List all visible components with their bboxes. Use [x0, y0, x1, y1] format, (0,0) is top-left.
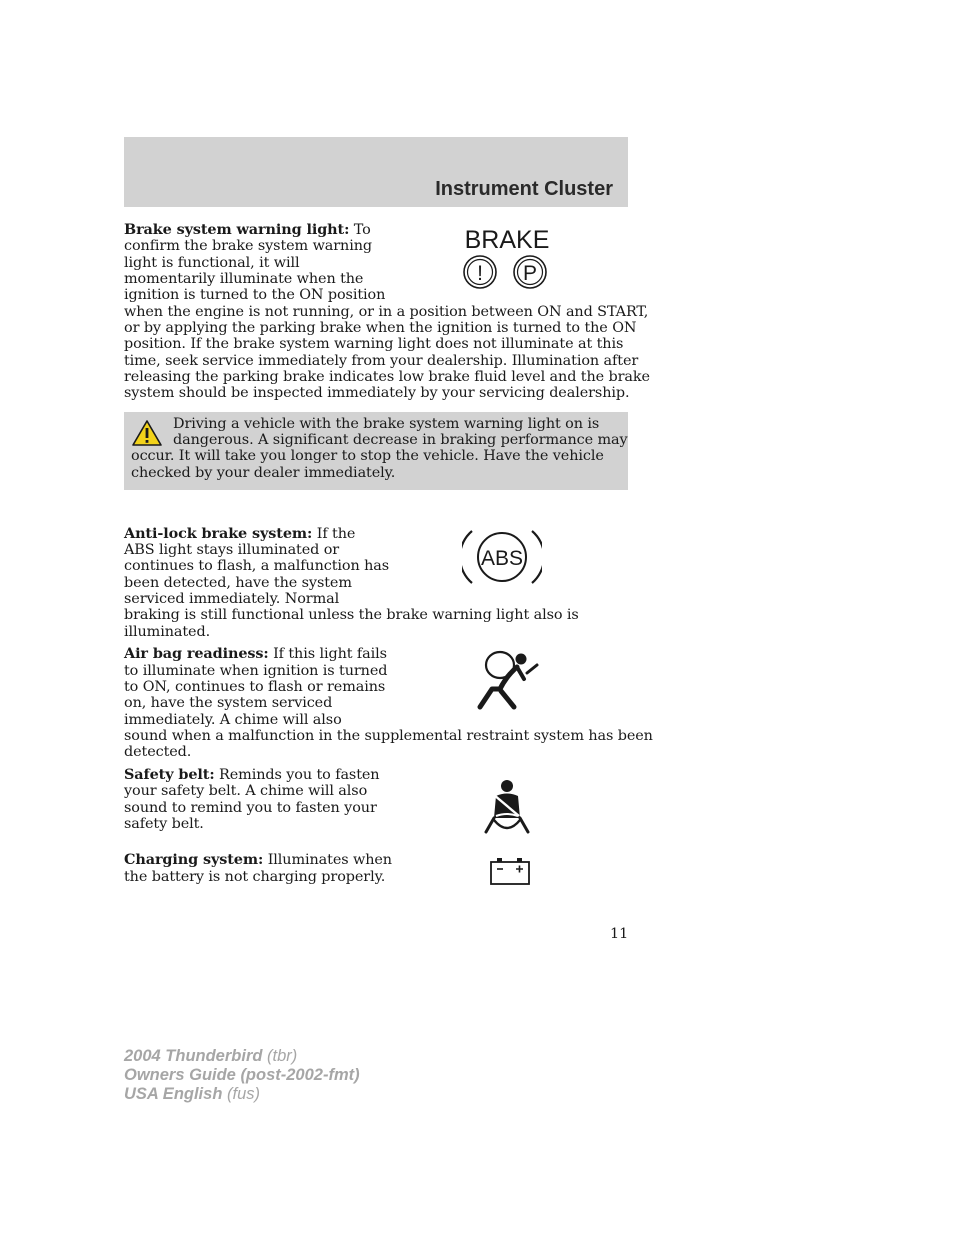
charging-line-1: Charging system: Illuminates when: [124, 851, 392, 868]
charging-heading: Charging system:: [124, 851, 264, 868]
warning-line-1: Driving a vehicle with the brake system warning light on is: [173, 416, 600, 432]
svg-text:P: P: [522, 262, 538, 285]
belt-line-4: safety belt.: [124, 816, 204, 832]
abs-heading: Anti-lock brake system:: [124, 525, 313, 542]
brake-line-10: releasing the parking brake indicates low brake fluid level and the brake: [124, 369, 650, 385]
abs-line-3: continues to flash, a malfunction has: [124, 558, 390, 574]
footer-guide: Owners Guide (post-2002-fmt): [124, 1066, 360, 1084]
brake-line-11: system should be inspected immediately by your servicing dealership.: [124, 385, 630, 401]
abs-line-7: illuminated.: [124, 624, 211, 640]
abs-icon-label: ABS: [480, 547, 524, 570]
svg-text:!: !: [477, 262, 483, 285]
brake-line-3: light is functional, it will: [124, 255, 300, 271]
abs-line-6: braking is still functional unless the brake warning light also is: [124, 607, 579, 623]
belt-heading: Safety belt:: [124, 766, 215, 783]
belt-line-2: your safety belt. A chime will also: [124, 783, 368, 799]
parking-circle-icon: [514, 256, 546, 288]
warning-line-2: dangerous. A significant decrease in braking performance may: [173, 432, 628, 448]
safety-belt-icon: [482, 778, 530, 836]
abs-line-2: ABS light stays illuminated or: [124, 542, 340, 558]
warning-line-3: occur. It will take you longer to stop the vehicle. Have the vehicle: [131, 448, 604, 464]
airbag-line-5: immediately. A chime will also: [124, 712, 342, 728]
brake-line-2: confirm the brake system warning: [124, 238, 372, 254]
document-footer: [124, 1047, 360, 1104]
airbag-icon: [470, 648, 542, 710]
abs-line-1: Anti-lock brake system: If the: [124, 525, 356, 542]
footer-language: USA English (fus): [124, 1085, 260, 1103]
brake-warning-icon: [455, 224, 559, 292]
section-header: [124, 137, 628, 207]
airbag-heading: Air bag readiness:: [124, 645, 269, 662]
airbag-line-4: on, have the system serviced: [124, 695, 333, 711]
airbag-line-7: detected.: [124, 744, 192, 760]
page-number: 11: [610, 926, 629, 942]
brake-line-4: momentarily illuminate when the: [124, 271, 364, 287]
exclamation-circle-icon: [464, 256, 496, 288]
brake-icon-label: BRAKE: [464, 226, 550, 254]
airbag-line-6: sound when a malfunction in the supplemental restraint system has been: [124, 728, 653, 744]
charging-line-2: the battery is not charging properly.: [124, 869, 386, 885]
battery-icon: [488, 856, 534, 888]
brake-line-5: ignition is turned to the ON position: [124, 287, 386, 303]
airbag-line-3: to ON, continues to flash or remains: [124, 679, 386, 695]
warning-line-4: checked by your dealer immediately.: [131, 465, 396, 481]
abs-icon: [462, 525, 542, 589]
airbag-line-2: to illuminate when ignition is turned: [124, 663, 388, 679]
belt-line-1: Safety belt: Reminds you to fasten: [124, 766, 380, 783]
section-title: Instrument Cluster: [435, 178, 613, 200]
brake-line-9: time, seek service immediately from your dealership. Illumination after: [124, 353, 639, 369]
airbag-line-1: Air bag readiness: If this light fails: [124, 645, 387, 662]
abs-line-4: been detected, have the system: [124, 575, 352, 591]
brake-line-1: Brake system warning light: To: [124, 221, 371, 238]
brake-line-8: position. If the brake system warning light does not illuminate at this: [124, 336, 624, 352]
brake-heading: Brake system warning light:: [124, 221, 350, 238]
warning-triangle-icon: [131, 419, 163, 447]
belt-line-3: sound to remind you to fasten your: [124, 800, 377, 816]
brake-line-7: or by applying the parking brake when the ignition is turned to the ON: [124, 320, 637, 336]
abs-line-5: serviced immediately. Normal: [124, 591, 340, 607]
footer-model: 2004 Thunderbird (tbr): [124, 1047, 298, 1065]
brake-line-6: when the engine is not running, or in a position between ON and START,: [124, 304, 649, 320]
